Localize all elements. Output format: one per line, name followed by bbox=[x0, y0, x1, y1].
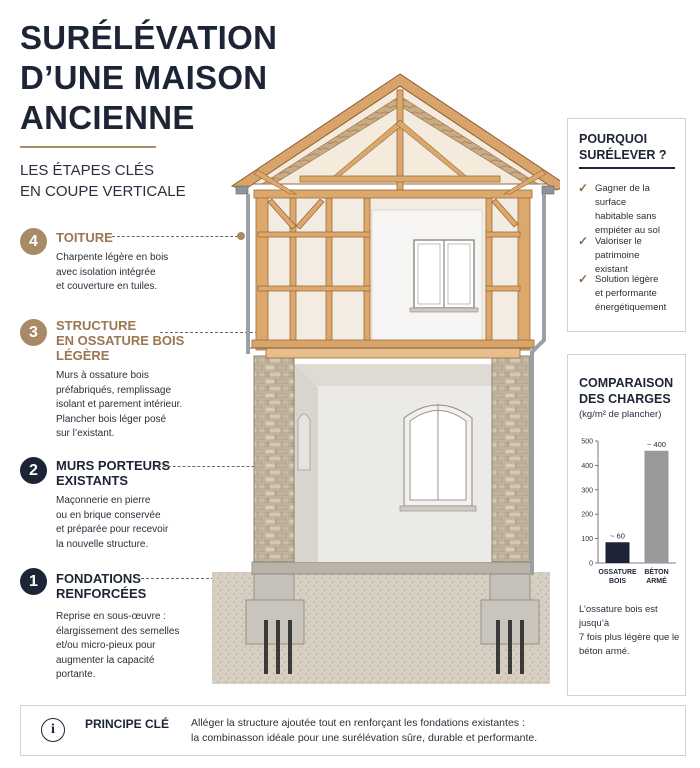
why-panel-title bbox=[579, 131, 667, 163]
gutter-right bbox=[542, 186, 554, 194]
downpipe-right bbox=[532, 194, 544, 575]
step-2-desc-line: Maçonnerie en pierre bbox=[56, 495, 151, 506]
house-cross-section-illustration bbox=[205, 66, 560, 696]
charges-unit-label: (kg/m² de plancher) bbox=[579, 409, 662, 420]
charges-bar-chart bbox=[568, 429, 685, 599]
step-1-desc-line: Reprise en sous-œuvre : bbox=[56, 611, 167, 622]
charges-panel bbox=[567, 354, 686, 696]
gutter-left bbox=[236, 186, 248, 194]
why-item-2 bbox=[595, 235, 683, 277]
why-panel bbox=[567, 118, 686, 332]
bar-category-label: ARMÉ bbox=[646, 578, 667, 585]
subtitle-line: EN COUPE VERTICALE bbox=[20, 183, 186, 200]
downpipe-left bbox=[246, 194, 250, 354]
why-item-line: et performante bbox=[595, 288, 657, 299]
why-panel-divider bbox=[579, 167, 675, 169]
step-1-desc-line: augmenter la capacité bbox=[56, 654, 155, 666]
step-4-desc-line: avec isolation intégrée bbox=[56, 266, 156, 278]
bar-category-label: BÉTON bbox=[644, 569, 669, 576]
roof-king-post bbox=[397, 90, 403, 190]
step-1-title bbox=[56, 571, 146, 601]
why-item-line: Solution légère bbox=[595, 274, 659, 285]
info-icon: i bbox=[41, 718, 65, 742]
page-subtitle bbox=[20, 160, 186, 202]
why-item-3 bbox=[595, 273, 683, 315]
bar-1 bbox=[606, 542, 630, 563]
bar-value-label: ~ 60 bbox=[610, 531, 625, 541]
stone-wall-right bbox=[492, 356, 530, 562]
bar-category-label: BOIS bbox=[608, 578, 627, 585]
step-4-desc-line: et couverture en tuiles. bbox=[56, 281, 158, 292]
step-3-title-line: LÉGÈRE bbox=[56, 348, 110, 363]
charges-title bbox=[579, 375, 673, 407]
foundation-right-upper bbox=[490, 574, 530, 602]
title-line: D’UNE MAISON bbox=[20, 59, 268, 96]
y-tick-label: 0 bbox=[589, 560, 593, 568]
charges-title-line: COMPARAISON bbox=[579, 376, 674, 390]
step-1-desc-line: et/ou micro-pieux pour bbox=[56, 640, 156, 651]
step-2-description bbox=[56, 494, 216, 552]
key-principle-line: Alléger la structure ajoutée tout en renforçant les fondations existantes : bbox=[191, 717, 525, 729]
charges-note-line: L’ossature bois est jusqu’à bbox=[579, 604, 658, 629]
y-tick-label: 500 bbox=[581, 438, 593, 446]
title-divider bbox=[20, 146, 156, 148]
step-3-desc-line: Murs à ossature bois bbox=[56, 370, 149, 381]
step-3-desc-line: isolant et parement intérieur. bbox=[56, 399, 183, 410]
y-tick-label: 100 bbox=[581, 536, 593, 544]
key-principle-title: PRINCIPE CLÉ bbox=[85, 717, 170, 731]
check-icon: ✓ bbox=[578, 181, 589, 195]
step-2-desc-line: et préparée pour recevoir bbox=[56, 524, 169, 535]
stone-wall-left bbox=[254, 356, 294, 562]
check-icon: ✓ bbox=[578, 234, 589, 248]
foundation-left-upper bbox=[254, 574, 294, 602]
step-3-desc-line: Plancher bois léger posé bbox=[56, 413, 167, 425]
key-principle-banner bbox=[20, 705, 686, 756]
roof-tie-beam bbox=[300, 176, 500, 182]
step-1-title-line: FONDATIONS bbox=[56, 571, 141, 586]
y-tick-label: 200 bbox=[581, 511, 593, 519]
step-3-title bbox=[56, 318, 184, 363]
step-2-desc-line: la nouvelle structure. bbox=[56, 538, 149, 550]
bar-category-label: OSSATURE bbox=[598, 569, 637, 576]
check-icon: ✓ bbox=[578, 272, 589, 286]
why-item-line: Gagner de la surface bbox=[595, 183, 650, 208]
step-4-title bbox=[56, 230, 113, 245]
step-2-desc-line: ou en brique conservée bbox=[56, 509, 161, 521]
charges-title-line: DES CHARGES bbox=[579, 392, 671, 406]
step-3-desc-line: préfabriqués, remplissage bbox=[56, 384, 172, 396]
ground-slab bbox=[252, 562, 532, 574]
step-1-title-line: RENFORCÉES bbox=[56, 586, 147, 601]
step-1-desc-line: portante. bbox=[56, 669, 96, 680]
charges-note bbox=[579, 603, 683, 659]
step-3-title-line: STRUCTURE bbox=[56, 318, 137, 333]
foundation-left-footing bbox=[246, 600, 304, 644]
step-2-title-line: MURS PORTEURS bbox=[56, 458, 171, 473]
key-principle-line: la combinasson idéale pour une surélévation sûre, durable et performante. bbox=[191, 732, 538, 744]
step-3-title-line: EN OSSATURE BOIS bbox=[56, 333, 185, 348]
timber-floor-beam bbox=[252, 340, 534, 348]
why-item-line: Valoriser le patrimoine bbox=[595, 236, 642, 261]
step-2-title-line: EXISTANTS bbox=[56, 473, 128, 488]
title-line: ANCIENNE bbox=[20, 99, 195, 136]
key-principle-text bbox=[191, 716, 671, 746]
step-4-description bbox=[56, 251, 206, 295]
step-2-title bbox=[56, 458, 170, 488]
step-4-title-line: TOITURE bbox=[56, 230, 113, 245]
why-item-1 bbox=[595, 182, 683, 238]
why-item-line: existant bbox=[595, 264, 628, 275]
why-item-line: énergétiquement bbox=[595, 302, 667, 313]
step-1-number-badge: 1 bbox=[20, 568, 47, 595]
bar-2 bbox=[645, 451, 669, 563]
step-3-number-badge: 3 bbox=[20, 319, 47, 346]
step-3-desc-line: sur l’existant. bbox=[56, 428, 115, 439]
why-item-line: habitable sans bbox=[595, 211, 657, 222]
timber-floor-joists bbox=[266, 348, 520, 358]
step-1-desc-line: élargissement des semelles bbox=[56, 625, 180, 637]
charges-note-line: béton armé. bbox=[579, 646, 630, 657]
why-title-line: SURÉLEVER ? bbox=[579, 148, 667, 162]
title-line: SURÉLÉVATION bbox=[20, 19, 278, 56]
why-item-line: empiéter au sol bbox=[595, 225, 660, 236]
step-3-description bbox=[56, 369, 216, 442]
y-tick-label: 300 bbox=[581, 487, 593, 495]
y-tick-label: 400 bbox=[581, 462, 593, 470]
step-2-number-badge: 2 bbox=[20, 457, 47, 484]
step-1-description bbox=[56, 610, 216, 683]
charges-note-line: 7 fois plus légère que le bbox=[579, 632, 680, 643]
bar-value-label: ~ 400 bbox=[647, 439, 666, 449]
step-4-desc-line: Charpente légère en bois bbox=[56, 252, 169, 263]
subtitle-line: LES ÉTAPES CLÉS bbox=[20, 162, 154, 179]
step-4-number-badge: 4 bbox=[20, 228, 47, 255]
why-title-line: POURQUOI bbox=[579, 132, 648, 146]
ground-floor-ceiling bbox=[294, 364, 492, 386]
